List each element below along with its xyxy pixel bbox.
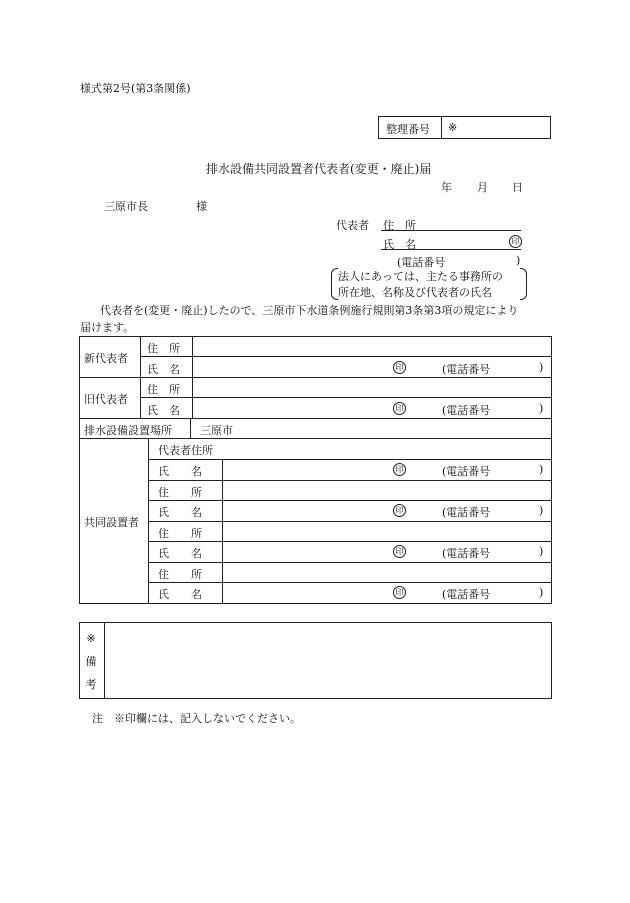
applicant-address-label: 住 所 (383, 219, 416, 232)
old-representative-label: 旧代表者 (84, 393, 128, 406)
co-seal-icon: 印 (393, 504, 406, 517)
old-rep-phone: (電話番号 (442, 404, 491, 417)
row-line (140, 356, 552, 357)
co-phone: (電話番号 (442, 506, 491, 519)
remarks-field[interactable] (108, 626, 546, 695)
ref-divider (441, 116, 442, 139)
applicant-seal-icon: 印 (509, 235, 522, 248)
date-month: 月 (477, 181, 488, 194)
row-line (79, 377, 552, 378)
addressee-honorific: 様 (196, 200, 207, 213)
old-rep-address-label: 住 所 (147, 383, 180, 396)
col-line (190, 418, 191, 438)
applicant-phone-close: ) (516, 254, 521, 267)
col-line (192, 336, 193, 418)
row-line (140, 397, 552, 398)
old-rep-phone-close: ) (539, 402, 544, 415)
row-line (148, 562, 552, 563)
new-rep-address-field[interactable] (196, 338, 548, 355)
old-rep-seal-icon: 印 (393, 402, 406, 415)
remarks-divider (104, 622, 105, 699)
old-rep-address-field[interactable] (196, 379, 548, 396)
col-line (140, 336, 141, 418)
applicant-role: 代表者 (336, 219, 369, 232)
col-line (222, 459, 223, 604)
date-day: 日 (512, 181, 523, 194)
applicant-name-line[interactable] (381, 249, 521, 250)
co-name-label: 氏 名 (158, 547, 202, 560)
co-phone: (電話番号 (442, 547, 491, 560)
new-rep-address-label: 住 所 (147, 342, 180, 355)
new-rep-phone-close: ) (539, 361, 544, 374)
form-number: 様式第2号(第3条関係) (80, 82, 191, 95)
remarks-label-2: 考 (85, 678, 97, 691)
co-phone: (電話番号 (442, 465, 491, 478)
co-name-label: 氏 名 (158, 588, 202, 601)
co-rep-address-field[interactable] (226, 440, 548, 457)
remarks-label-1: 備 (85, 655, 97, 668)
new-representative-label: 新代表者 (84, 352, 128, 365)
co-rep-address-label: 代表者住所 (158, 444, 213, 457)
applicant-note-line2: 所在地、名称及び代表者の氏名 (338, 286, 492, 299)
note-bracket-left (331, 268, 338, 300)
co-address-label: 住 所 (158, 486, 202, 499)
old-rep-name-label: 氏 名 (147, 404, 180, 417)
reference-number-value[interactable]: ※ (448, 121, 458, 134)
co-name-label: 氏 名 (158, 506, 202, 519)
row-line (79, 418, 552, 419)
remarks-mark: ※ (86, 632, 96, 645)
footnote: 注 ※印欄には、記入しないでください。 (92, 712, 301, 725)
reference-number-label: 整理番号 (386, 123, 430, 136)
row-line (79, 438, 552, 439)
co-address-label: 住 所 (158, 527, 202, 540)
body-text-line1: 代表者を(変更・廃止)したので、三原市下水道条例施行規則第3条第3項の規定により (100, 304, 519, 317)
row-line (148, 500, 552, 501)
row-line (148, 459, 552, 460)
row-line (148, 521, 552, 522)
col-line (148, 438, 149, 604)
co-phone-close: ) (539, 463, 544, 476)
applicant-phone: (電話番号 (397, 256, 446, 269)
applicant-name-label: 氏 名 (383, 238, 416, 251)
installation-location-label: 排水設備設置場所 (84, 424, 172, 437)
co-phone-close: ) (539, 586, 544, 599)
co-phone-close: ) (539, 504, 544, 517)
form-title: 排水設備共同設置者代表者(変更・廃止)届 (206, 162, 432, 176)
row-line (148, 541, 552, 542)
co-installers-label: 共同設置者 (84, 516, 139, 529)
co-address-label: 住 所 (158, 568, 202, 581)
co-phone-close: ) (539, 545, 544, 558)
date-year: 年 (441, 181, 452, 194)
new-rep-name-label: 氏 名 (147, 363, 180, 376)
row-line (148, 480, 552, 481)
co-name-label: 氏 名 (158, 465, 202, 478)
applicant-note-line1: 法人にあっては、主たる事務所の (338, 270, 503, 283)
co-seal-icon: 印 (393, 463, 406, 476)
new-rep-seal-icon: 印 (393, 361, 406, 374)
co-seal-icon: 印 (393, 545, 406, 558)
body-text-line2: 届けます。 (80, 321, 135, 334)
installation-location-value[interactable]: 三原市 (200, 424, 233, 437)
row-line (148, 582, 552, 583)
new-rep-phone: (電話番号 (442, 363, 491, 376)
applicant-address-line[interactable] (381, 230, 521, 231)
co-seal-icon: 印 (393, 586, 406, 599)
note-bracket-right (520, 268, 527, 300)
addressee-name: 三原市長 (104, 200, 148, 213)
co-phone: (電話番号 (442, 588, 491, 601)
